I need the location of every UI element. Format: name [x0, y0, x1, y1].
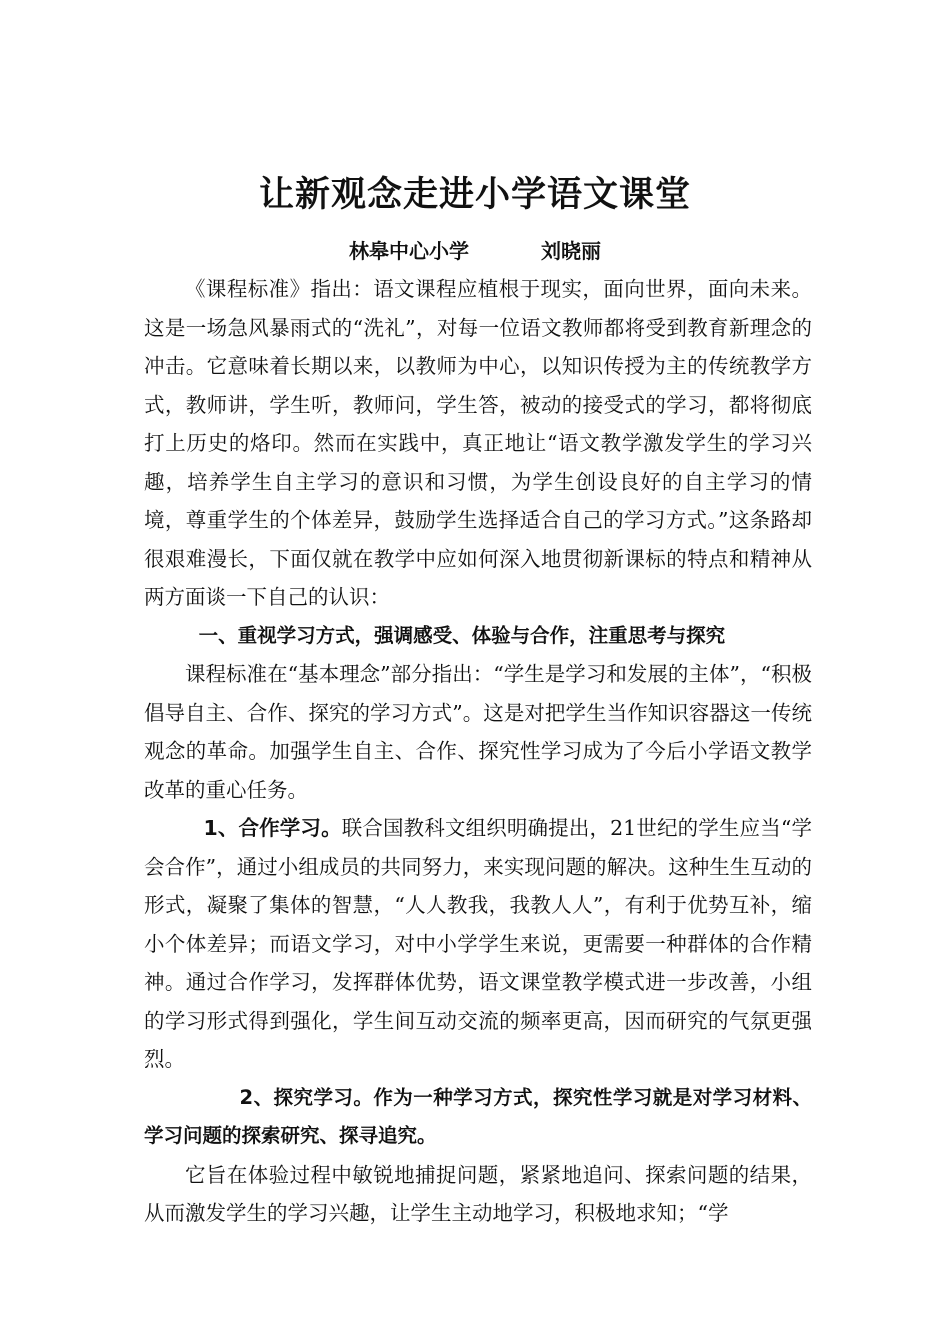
point-1-text: 联合国教科文组织明确提出，21世纪的学生应当“学会合作”，通过小组成员的共同努力，来实现问题的解决。这种生生互动的形式，凝聚了集体的智慧，“人人教我，我教人人”，有利于优势互补，缩小个体差异；而语文学习，对中小学学生来说，更需要一种群体的合作精神。通过合作学习，发挥群体优势，语文课堂教学模式进一步改善，小组的学习形式得到强化，学生间互动交流的频率更高，因而研究的气氛更强烈。 [144, 816, 812, 1071]
document-title: 让新观念走进小学语文课堂 [258, 175, 691, 215]
section-heading-1: 一、重视学习方式，强调感受、体验与合作，注重思考与探究 [198, 623, 726, 647]
document-body [144, 270, 812, 1233]
point-2-heading: 2、探究学习。作为一种学习方式，探究性学习就是对学习材料、学习问题的探索研究、探寻追究。 [144, 1085, 812, 1147]
point-1-label: 1、合作学习。 [203, 816, 342, 840]
point-2-paragraph: 它旨在体验过程中敏锐地捕捉问题，紧紧地追问、探索问题的结果，从而激发学生的学习兴趣，让学生主动地学习，积极地求知；“学 [144, 1162, 812, 1225]
school-name: 林皋中心小学 [349, 239, 469, 263]
point-1-paragraph [144, 809, 812, 1079]
byline [0, 236, 950, 266]
author-name: 刘晓丽 [541, 239, 601, 263]
intro-paragraph: 《课程标准》指出：语文课程应植根于现实，面向世界，面向未来。这是一场急风暴雨式的“洗礼”，对每一位语文教师都将受到教育新理念的冲击。它意味着长期以来，以教师为中心，以知识传授为主的传统教学方式，教师讲，学生听，教师问，学生答，被动的接受式的学习，都将彻底打上历史的烙印。然而在实践中，真正地让“语文教学激发学生的学习兴趣，培养学生自主学习的意识和习惯，为学生创设良好的自主学习的情境，尊重学生的个体差异，鼓励学生选择适合自己的学习方式。”这条路却很艰难漫长，下面仅就在教学中应如何深入地贯彻新课标的特点和精神从两方面谈一下自己的认识： [144, 277, 812, 609]
section-1-paragraph: 课程标准在“基本理念”部分指出：“学生是学习和发展的主体”，“积极倡导自主、合作、探究的学习方式”。这是对把学生当作知识容器这一传统观念的革命。加强学生自主、合作、探究性学习成为了今后小学语文教学改革的重心任务。 [144, 662, 812, 802]
